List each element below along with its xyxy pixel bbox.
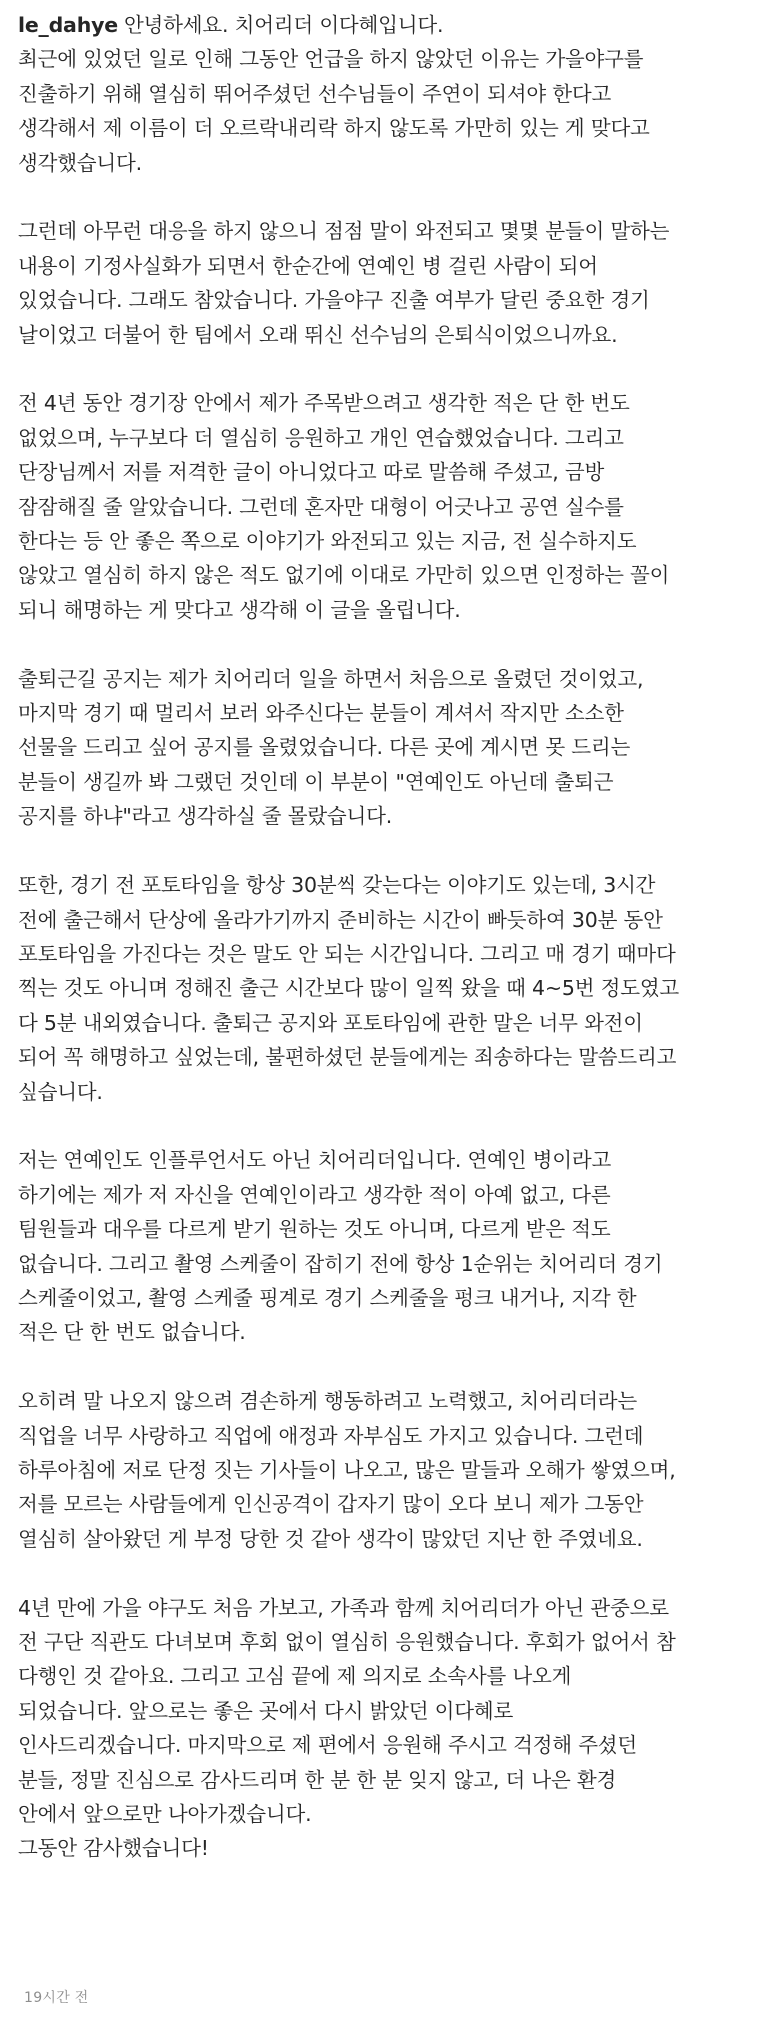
caption-line: [18, 799, 742, 833]
caption-line-text: 분들이 생길까 봐 그랬던 것인데 이 부분이 "연예인도 아닌데 출퇴근: [18, 769, 614, 794]
caption-line: [18, 455, 742, 489]
caption-line: [18, 662, 742, 696]
caption-line-text: 찍는 것도 아니며 정해진 출근 시간보다 많이 일찍 왔을 때 4~5번 정도였고: [18, 976, 680, 1001]
caption-line-text: 없었으며, 누구보다 더 열심히 응원하고 개인 연습했었습니다. 그리고: [18, 425, 624, 450]
caption-line: [18, 1487, 742, 1521]
caption-line: [18, 868, 742, 902]
caption-line: [18, 593, 742, 627]
caption-line-text: 잠잠해질 줄 알았습니다. 그런데 혼자만 대형이 어긋나고 공연 실수를: [18, 494, 624, 519]
caption-line-text: 오히려 말 나오지 않으려 겸손하게 행동하려고 노력했고, 치어리더라는: [18, 1389, 638, 1414]
caption-line-text: 되었습니다. 앞으로는 좋은 곳에서 다시 밝았던 이다혜로: [18, 1698, 514, 1723]
caption-line: [18, 490, 742, 524]
caption-line: [18, 318, 742, 352]
caption-line: [18, 8, 742, 42]
caption-line-text: 생각했습니다.: [18, 150, 142, 175]
caption-line-text: 안녕하세요. 치어리더 이다혜입니다.: [123, 13, 444, 37]
caption-line-text: 되어 꼭 해명하고 싶었는데, 불편하셨던 분들에게는 죄송하다는 말씀드리고: [18, 1045, 677, 1070]
caption-line-text: 또한, 경기 전 포토타임을 항상 30분씩 갖는다는 이야기도 있는데, 3시간: [18, 873, 656, 898]
caption-line: [18, 1384, 742, 1418]
caption-line: [18, 524, 742, 558]
caption-line-text: 열심히 살아왔던 게 부정 당한 것 같아 생각이 많았던 지난 한 주였네요.: [18, 1526, 643, 1551]
caption-line-text: 포토타임을 가진다는 것은 말도 안 되는 시간입니다. 그리고 매 경기 때마다: [18, 941, 676, 966]
caption-line-text: 최근에 있었던 일로 인해 그동안 언급을 하지 않았던 이유는 가을야구를: [18, 47, 644, 72]
paragraph-gap: [18, 180, 742, 214]
paragraph-gap: [18, 627, 742, 661]
caption-line-text: 스케줄이었고, 촬영 스케줄 핑계로 경기 스케줄을 펑크 내거나, 지각 한: [18, 1285, 637, 1310]
caption-line-text: 내용이 기정사실화가 되면서 한순간에 연예인 병 걸린 사람이 되어: [18, 253, 598, 278]
caption-line: [18, 1178, 742, 1212]
caption-line: [18, 1831, 742, 1865]
caption-line: [18, 1006, 742, 1040]
caption-line: [18, 1212, 742, 1246]
caption-line: [18, 1315, 742, 1349]
caption-line: [18, 1522, 742, 1556]
caption-line: [18, 1247, 742, 1281]
caption-line: [18, 77, 742, 111]
caption-line-text: 인사드리겠습니다. 마지막으로 제 편에서 응원해 주시고 걱정해 주셨던: [18, 1733, 638, 1758]
caption-line-text: 한다는 등 안 좋은 쪽으로 이야기가 와전되고 있는 지금, 전 실수하지도: [18, 529, 637, 554]
caption-line: [18, 214, 742, 248]
caption-line: [18, 765, 742, 799]
caption-line-text: 있었습니다. 그래도 참았습니다. 가을야구 진출 여부가 달린 중요한 경기: [18, 288, 650, 313]
post-caption: [18, 8, 742, 1866]
caption-line: [18, 1591, 742, 1625]
caption-line: [18, 42, 742, 76]
caption-line-text: 그동안 감사했습니다!: [18, 1836, 209, 1861]
caption-line: [18, 146, 742, 180]
paragraph-gap: [18, 1109, 742, 1143]
caption-line-text: 전에 출근해서 단상에 올라가기까지 준비하는 시간이 빠듯하여 30분 동안: [18, 907, 663, 932]
caption-line-text: 다 5분 내외였습니다. 출퇴근 공지와 포토타임에 관한 말은 너무 와전이: [18, 1010, 643, 1035]
caption-line-text: 마지막 경기 때 멀리서 보러 와주신다는 분들이 계셔서 작지만 소소한: [18, 701, 624, 726]
caption-line-text: 직업을 너무 사랑하고 직업에 애정과 자부심도 가지고 있습니다. 그런데: [18, 1423, 644, 1448]
caption-line-text: 저는 연예인도 인플루언서도 아닌 치어리더입니다. 연예인 병이라고: [18, 1148, 612, 1173]
caption-line-text: 그런데 아무런 대응을 하지 않으니 점점 말이 와전되고 몇몇 분들이 말하는: [18, 219, 670, 244]
caption-line-text: 다행인 것 같아요. 그리고 고심 끝에 제 의지로 소속사를 나오게: [18, 1664, 572, 1689]
caption-line-text: 공지를 하냐"라고 생각하실 줄 몰랐습니다.: [18, 804, 393, 829]
caption-line: [18, 1728, 742, 1762]
caption-line: [18, 937, 742, 971]
caption-line: [18, 1143, 742, 1177]
caption-line-text: 하루아침에 저로 단정 짓는 기사들이 나오고, 많은 말들과 오해가 쌓였으며,: [18, 1457, 676, 1482]
caption-line: [18, 696, 742, 730]
caption-line: [18, 558, 742, 592]
caption-line: [18, 386, 742, 420]
caption-line: [18, 1453, 742, 1487]
caption-line-text: 분들, 정말 진심으로 감사드리며 한 분 한 분 잊지 않고, 더 나은 환경: [18, 1767, 617, 1792]
post-timestamp[interactable]: 19시간 전: [24, 1990, 89, 2006]
paragraph-gap: [18, 352, 742, 386]
caption-line: [18, 1763, 742, 1797]
caption-line: [18, 1659, 742, 1693]
caption-line: [18, 1075, 742, 1109]
caption-line-text: 저를 모르는 사람들에게 인신공격이 갑자기 많이 오다 보니 제가 그동안: [18, 1492, 644, 1517]
username-link[interactable]: le_dahye: [18, 13, 118, 37]
caption-line-text: 않았고 열심히 하지 않은 적도 없기에 이대로 가만히 있으면 인정하는 꼴이: [18, 563, 670, 588]
caption-line: [18, 111, 742, 145]
paragraph-gap: [18, 1556, 742, 1590]
caption-line-text: 싶습니다.: [18, 1079, 103, 1104]
caption-line-text: 4년 만에 가을 야구도 처음 가보고, 가족과 함께 치어리더가 아닌 관중으로: [18, 1595, 669, 1620]
caption-line: [18, 903, 742, 937]
caption-line-text: 팀원들과 대우를 다르게 받기 원하는 것도 아니며, 다르게 받은 적도: [18, 1217, 611, 1242]
caption-line: [18, 1625, 742, 1659]
caption-line: [18, 421, 742, 455]
caption-line: [18, 971, 742, 1005]
caption-line-text: 출퇴근길 공지는 제가 치어리더 일을 하면서 처음으로 올렸던 것이었고,: [18, 666, 644, 691]
caption-line-text: 되니 해명하는 게 맞다고 생각해 이 글을 올립니다.: [18, 597, 461, 622]
caption-line-text: 생각해서 제 이름이 더 오르락내리락 하지 않도록 가만히 있는 게 맞다고: [18, 116, 650, 141]
caption-line-text: 전 구단 직관도 다녀보며 후회 없이 열심히 응원했습니다. 후회가 없어서 참: [18, 1629, 676, 1654]
caption-line-text: 안에서 앞으로만 나아가겠습니다.: [18, 1802, 312, 1827]
caption-line: [18, 1694, 742, 1728]
paragraph-gap: [18, 1350, 742, 1384]
caption-line: [18, 1040, 742, 1074]
caption-line-text: 적은 단 한 번도 없습니다.: [18, 1320, 246, 1345]
caption-line: [18, 1281, 742, 1315]
caption-line-text: 없습니다. 그리고 촬영 스케줄이 잡히기 전에 항상 1순위는 치어리더 경기: [18, 1251, 663, 1276]
caption-line: [18, 1797, 742, 1831]
caption-line: [18, 283, 742, 317]
caption-line-text: 날이었고 더불어 한 팀에서 오래 뛰신 선수님의 은퇴식이었으니까요.: [18, 322, 618, 347]
caption-line-text: 단장님께서 저를 저격한 글이 아니었다고 따로 말씀해 주셨고, 금방: [18, 460, 605, 485]
caption-line-text: 전 4년 동안 경기장 안에서 제가 주목받으려고 생각한 적은 단 한 번도: [18, 391, 630, 416]
caption-line: [18, 730, 742, 764]
caption-line-text: 하기에는 제가 저 자신을 연예인이라고 생각한 적이 아예 없고, 다른: [18, 1182, 611, 1207]
paragraph-gap: [18, 834, 742, 868]
caption-line-text: 진출하기 위해 열심히 뛰어주셨던 선수님들이 주연이 되셔야 한다고: [18, 81, 612, 106]
caption-line: [18, 249, 742, 283]
caption-line-text: 선물을 드리고 싶어 공지를 올렸었습니다. 다른 곳에 계시면 못 드리는: [18, 735, 631, 760]
caption-line: [18, 1419, 742, 1453]
